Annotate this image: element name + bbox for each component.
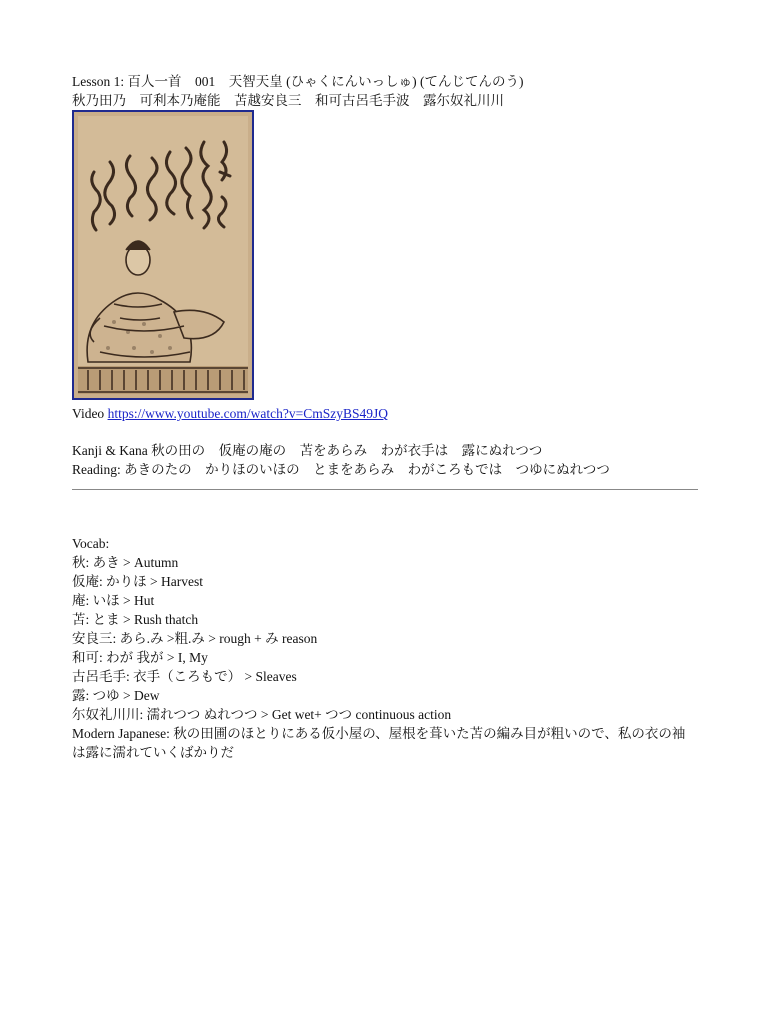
vocab-item: 和可: わが 我が > I, My xyxy=(72,650,208,665)
reading-line xyxy=(72,460,698,479)
modern-japanese-paragraph xyxy=(72,724,698,762)
kanji-text: 秋の田の 仮庵の庵の 苫をあらみ わが衣手は 露にぬれつつ xyxy=(151,443,543,458)
reading-label: Reading: xyxy=(72,462,121,477)
video-label: Video xyxy=(72,406,105,421)
reading-text: あきのたの かりほのいほの とまをあらみ わがころもでは つゆにぬれつつ xyxy=(124,462,610,477)
vocab-title: Vocab: xyxy=(72,536,110,551)
section-divider xyxy=(72,489,698,490)
vocab-item: 庵: いほ > Hut xyxy=(72,593,155,608)
video-line xyxy=(72,404,698,423)
modern-japanese-label: Modern Japanese: xyxy=(72,726,170,741)
video-link[interactable]: https://www.youtube.com/watch?v=CmSzyBS49JQ xyxy=(107,406,389,421)
vocab-item: 安良三: あら.み >粗.み > rough + み reason xyxy=(72,631,318,646)
kanji-line xyxy=(72,441,698,460)
poet-portrait-image xyxy=(72,110,254,400)
vocab-item: 尓奴礼川川: 濡れつつ ぬれつつ > Get wet+ つつ continuous action xyxy=(72,707,452,722)
woodblock-poet-portrait-icon xyxy=(74,112,252,398)
manyogana-line: 秋乃田乃 可利本乃庵能 苫越安良三 和可古呂毛手波 露尓奴礼川川 xyxy=(72,93,504,108)
vocab-item: 露: つゆ > Dew xyxy=(72,688,160,703)
vocab-item: 苫: とま > Rush thatch xyxy=(72,612,199,627)
document-body xyxy=(72,72,698,762)
lesson-title: Lesson 1: 百人一首 001 天智天皇 (ひゃくにんいっしゅ) (てんじてんのう) xyxy=(72,74,524,89)
vocab-item: 秋: あき > Autumn xyxy=(72,555,179,570)
kanji-label: Kanji & Kana xyxy=(72,443,148,458)
vocab-item: 仮庵: かりほ > Harvest xyxy=(72,574,203,589)
vocab-item: 古呂毛手: 衣手（ころもで） > Sleaves xyxy=(72,669,297,684)
vocab-section xyxy=(72,534,698,762)
modern-japanese-text: 秋の田圃のほとりにある仮小屋の、屋根を葺いた苫の編み目が粗いので、私の衣の袖は露に濡れていくばかりだ xyxy=(72,726,686,760)
